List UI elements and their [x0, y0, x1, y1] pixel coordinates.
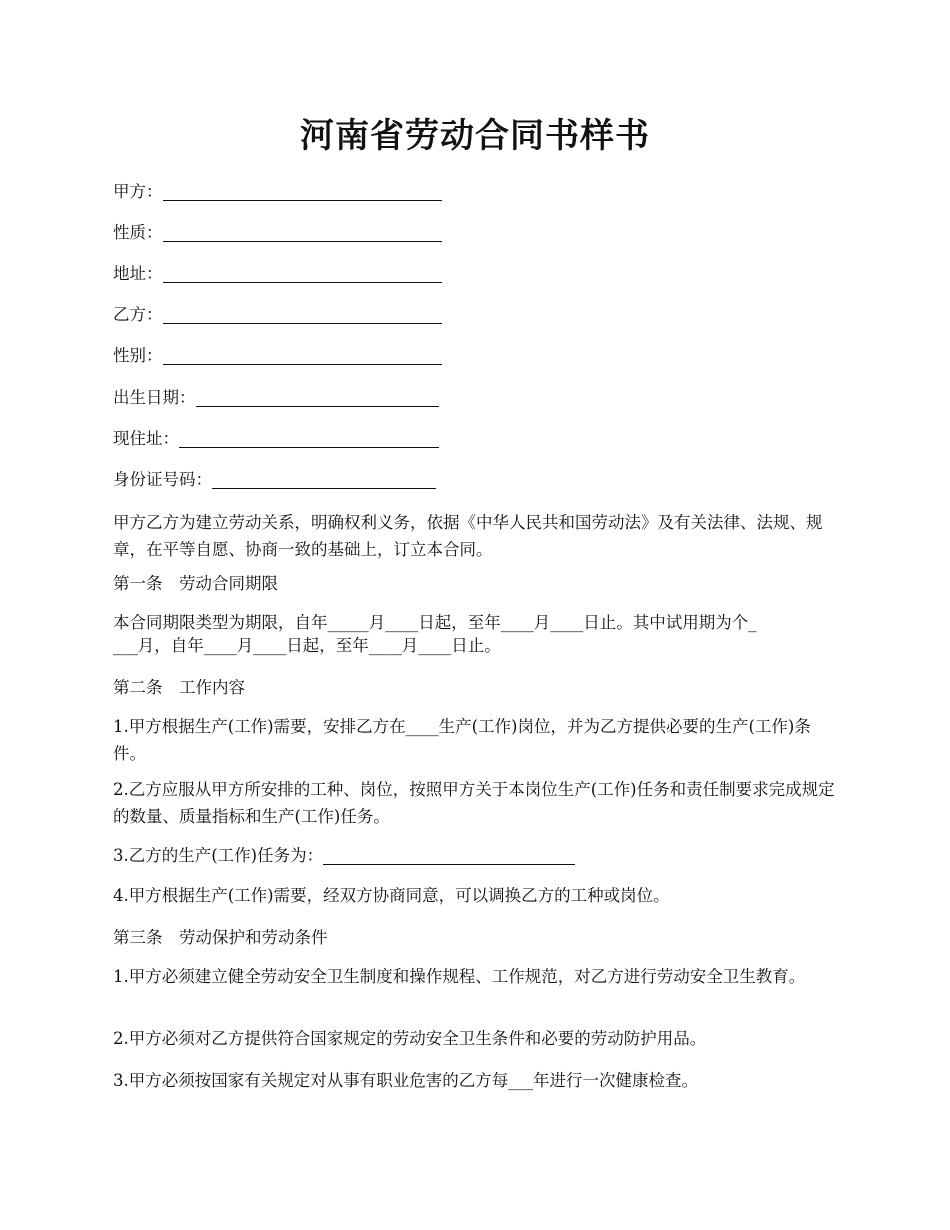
article-3-heading: 第三条 劳动保护和劳动条件 — [113, 928, 328, 947]
intro-paragraph: 甲方乙方为建立劳动关系，明确权利义务，依据《中华人民共和国劳动法》及有关法律、法规、规章，在平等自愿、协商一致的基础上，订立本合同。 — [113, 513, 823, 559]
field-label: 出生日期： — [113, 388, 196, 407]
fill-blank — [212, 470, 436, 489]
field-label: 性别： — [113, 346, 163, 365]
field-party-b — [113, 301, 843, 328]
article-1-heading: 第一条 劳动合同期限 — [113, 574, 278, 593]
field-party-a — [113, 178, 843, 205]
article-2-item-2: 2.乙方应服从甲方所安排的工种、岗位，按照甲方关于本岗位生产(工作)任务和责任制要求完成规定的数量、质量指标和生产(工作)任务。 — [113, 780, 835, 826]
fill-blank — [163, 182, 442, 201]
field-current-address — [113, 425, 843, 452]
article-2-item-4: 4.甲方根据生产(工作)需要，经双方协商同意，可以调换乙方的工种或岗位。 — [113, 886, 670, 905]
item-text: 3.乙方的生产(工作)任务为： — [113, 846, 324, 865]
document-title: 河南省劳动合同书样书 — [300, 116, 650, 156]
field-birth-date — [113, 384, 843, 411]
field-id-number — [113, 466, 843, 493]
field-label: 地址： — [113, 264, 163, 283]
fill-blank — [163, 264, 442, 283]
fill-blank — [323, 846, 575, 865]
field-nature — [113, 219, 843, 246]
fill-blank — [163, 305, 442, 324]
article-2-heading: 第二条 工作内容 — [113, 678, 245, 697]
field-label: 现住址： — [113, 429, 179, 448]
field-label: 性质： — [113, 223, 163, 242]
field-label: 甲方： — [113, 182, 163, 201]
article-2-item-1: 1.甲方根据生产(工作)需要，安排乙方在____生产(工作)岗位，并为乙方提供必要的生产(工作)条件。 — [113, 717, 811, 763]
field-gender — [113, 342, 843, 369]
article-3-item-1: 1.甲方必须建立健全劳动安全卫生制度和操作规程、工作规范，对乙方进行劳动安全卫生教育。 — [113, 967, 806, 986]
field-label: 乙方： — [113, 305, 163, 324]
fill-blank — [163, 346, 442, 365]
article-3-item-2: 2.甲方必须对乙方提供符合国家规定的劳动安全卫生条件和必要的劳动防护用品。 — [113, 1029, 707, 1048]
field-address — [113, 260, 843, 287]
fill-blank — [196, 388, 439, 407]
article-2-item-3 — [113, 842, 843, 869]
article-1-line-1: 本合同期限类型为期限，自年_____月____日起，至年____月____日止。其中试用期为个_ — [113, 613, 757, 632]
fill-blank — [179, 429, 439, 448]
field-label: 身份证号码： — [113, 470, 212, 489]
article-3-item-3: 3.甲方必须按国家有关规定对从事有职业危害的乙方每___年进行一次健康检查。 — [113, 1071, 698, 1090]
article-1-line-2: ___月，自年____月____日起，至年____月____日止。 — [113, 636, 501, 655]
fill-blank — [163, 223, 442, 242]
